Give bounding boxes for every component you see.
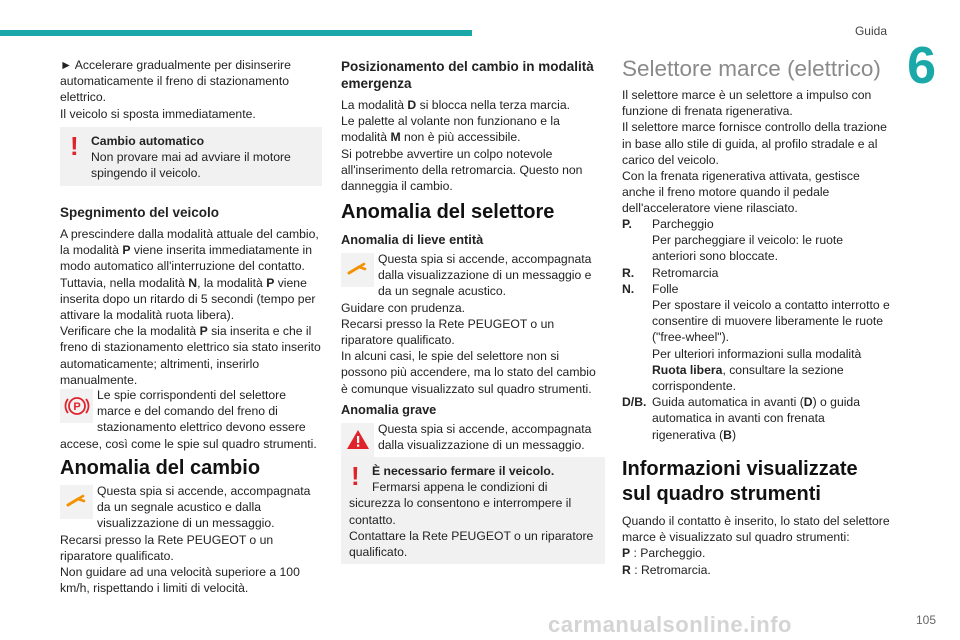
exclamation-warning-icon: !	[351, 461, 360, 491]
exclamation-warning-icon: !	[70, 131, 79, 161]
heading-lieve-entita: Anomalia di lieve entità	[341, 232, 484, 247]
wrench-icon	[341, 253, 374, 287]
heading-posizionamento: Posizionamento del cambio in modalità emergenza	[341, 59, 594, 91]
parking-brake-icon	[60, 389, 93, 423]
wrench-icon	[60, 485, 93, 519]
svg-text:P: P	[72, 401, 81, 413]
page-header-title: Guida	[854, 24, 887, 38]
warning-box-fermare: ! È necessario fermare il veicolo. Fermarsi appena le condizioni di sicurezza lo consentono e interrompere il contatto. Contattare la Rete PEUGEOT o un riparatore qualificato.	[341, 457, 605, 564]
heading-anomalia-cambio: Anomalia del cambio	[60, 457, 261, 479]
gear-definitions	[622, 216, 890, 443]
def-r: R. Retromarcia	[622, 265, 719, 280]
heading-spegnimento: Spegnimento del veicolo	[60, 205, 220, 220]
spegnimento-text: A prescindere dalla modalità attuale del cambio, la modalità P viene inserita immediatamente in modo automatico all'interruzione del contatto. Tuttavia, nella modalità N, la modalità P viene inserita dopo un ritardo di 5 secondi (tempo per attivare la modalità ruota libera). Verificare che la modalità P sia inserita e che il freno di stazionamento elettrico sia stato inserito automaticamente; altrimenti, inserirlo manualmente.	[60, 227, 321, 387]
informazioni-text: Quando il contatto è inserito, lo stato del selettore marce è visualizzato sul quadro strumenti: P : Parcheggio. R : Retromarcia.	[622, 514, 890, 577]
selettore-intro: Il selettore marce è un selettore a impulso con funzione di frenata rigenerativa. Il selettore marce fornisce controllo della trazione in base allo stile di guida, al profilo stradale e al carico del veicolo. Con la frenata rigenerativa attivata, gestisce anche il freno motore quando il pedale dell'acceleratore viene rilasciato.	[622, 88, 887, 216]
chapter-number: 6	[907, 37, 936, 95]
warning-triangle-icon	[341, 423, 374, 457]
warning-box-cambio: ! Cambio automatico Non provare mai ad avviare il motore spingendo il veicolo.	[60, 127, 322, 186]
def-p: P. Parcheggio Per parcheggiare il veicolo: le ruote anteriori sono bloccate.	[622, 217, 844, 264]
spie-paragraph: P Le spie corrispondenti del selettore marce e del comando del freno di stazionamento elettrico devono essere accese, così come le spie sul quadro strumenti.	[60, 388, 317, 451]
grave-text: Questa spia si accende, accompagnata dalla visualizzazione di un messaggio.	[341, 421, 605, 457]
lieve-text: Questa spia si accende, accompagnata dalla visualizzazione di un messaggio e da un segnale acustico. Guidare con prudenza. Recarsi presso la Rete PEUGEOT o un riparatore qualificato. In alcuni casi, le spie del selettore non si possono più accendere, ma lo stato del cambio è comunque visualizzato sul quadro strumenti.	[341, 252, 596, 396]
heading-informazioni-quadro: Informazioni visualizzate sul quadro strumenti	[622, 458, 858, 505]
top-accent-bar	[0, 30, 472, 36]
heading-anomalia-selettore: Anomalia del selettore	[341, 201, 555, 223]
page-number: 105	[915, 613, 936, 627]
def-db: D/B. Guida automatica in avanti (D) o guida automatica in avanti con frenata rigenerativa (B)	[622, 395, 860, 442]
heading-grave: Anomalia grave	[341, 402, 437, 417]
anomalia-cambio-text: Questa spia si accende, accompagnata da un segnale acustico e dalla visualizzazione di un messaggio. Recarsi presso la Rete PEUGEOT o un riparatore qualificato. Non guidare ad una velocità superiore a 100 km/h, rispettando i limiti di velocità.	[60, 484, 311, 596]
heading-selettore-marce: Selettore marce (elettrico)	[622, 56, 881, 81]
watermark: carmanualsonline.info	[548, 612, 792, 637]
intro-paragraph: ► Accelerare gradualmente per disinserire automaticamente il freno di stazionamento elettrico. Il veicolo si sposta immediatamente.	[60, 58, 291, 121]
def-n: N. Folle Per spostare il veicolo a contatto interrotto e consentire di muovere liberamente le ruote ("free-wheel"). Per ulteriori informazioni sulla modalità Ruota libera, consultare la sezione corrispondente.	[622, 281, 890, 394]
posizionamento-text: La modalità D si blocca nella terza marcia. Le palette al volante non funzionano e la modalità M non è più accessibile. Si potrebbe avvertire un colpo notevole all'inserimento della retromarcia. Questo non danneggia il cambio.	[341, 98, 583, 194]
